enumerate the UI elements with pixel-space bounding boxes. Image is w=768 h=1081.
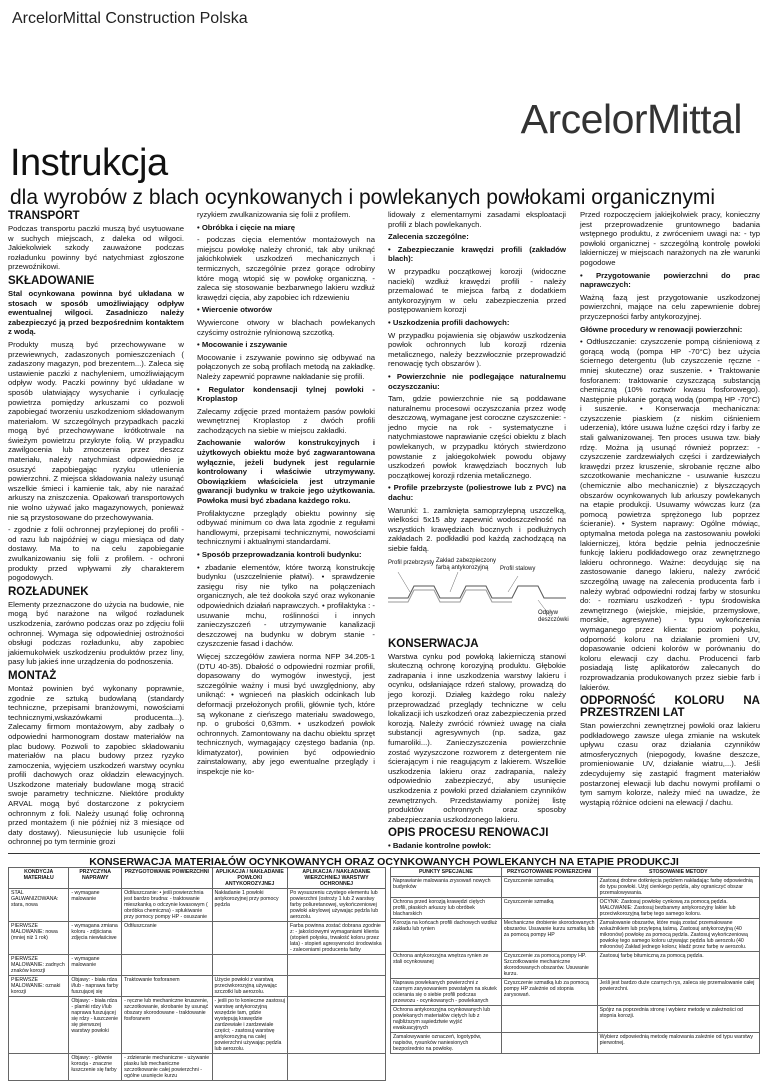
col-header: PRZYCZYNA NAPRAWY (69, 868, 122, 889)
cell: Ochrona przed korozją krawędzi ciętych profili, płaskich arkuszy lub obróbek blacharskich (391, 898, 502, 919)
cell: - wymagane malowanie (69, 955, 122, 976)
cell: Zamalowywanie oznaczeń, logotypów, napisów, rysunków naniesionych bezpośrednio na powłokę. (391, 1033, 502, 1054)
cell (287, 976, 385, 997)
label-zaklad: Zakład zabezpieczony farbą antykorozyjną (436, 557, 496, 571)
table-row (391, 979, 760, 1006)
column-2 (197, 210, 375, 780)
cell: - zdzieranie mechaniczne - używanie piasku lub mechaniczne szczotkowanie całej powierzchni - ogólne usunięcie kurzu (122, 1054, 212, 1081)
cell: STAL GALWANIZOWANA: stara, nowa (9, 889, 69, 922)
cell: Po wysuszeniu czystego elementu lub powierzchni (ostroży 1 lub 2 warstwy farby poliuretanowej, wykończeniowej powłoki akrylowej używając pędzla lub aerozolu. (287, 889, 385, 922)
c4-p1: Przed rozpoczęciem jakiejkolwiek pracy, konieczny jest przeprowadzenie gruntownego badania wstępnego produktu, z zwróceniem uwagi na: - typ powłoki organicznej - szczególną kontrolę powłoki lakierniczej w miejscach narażonych na złe warunki pogodowe (580, 210, 760, 267)
c3-p3: W przypadku pojawienia się objawów uszkodzenia powłok ochronnych lub korozji rdzenia metalicznego, należy bezzwłocznie przeprowadzić renowację tych obszarów ). (388, 330, 566, 369)
table-header-row (391, 868, 760, 877)
odpornosc-text: Stan powierzchni zewnętrznej powłoki oraz lakieru podkładowego zawsze ulega zmianie na wskutek upływu czasu oraz działania czynników atmosferycznych (niepogody, kwaśne deszcze, promieniowanie UV, działanie wiatru,...). Jeśli zdecydujemy się zastąpić fragment materiałów postarzonej elewacji lub dachu nowymi profilami o tym samym kolorze, należy mieć na uwadze, że wystąpią różnice odcieni na elewacji / dachu. (580, 721, 760, 807)
heading-konserwacja: KONSERWACJA (388, 637, 479, 650)
c2-p3: Wywiercone otwory w blachach powlekanych czyścimy ostrożnie rylnionową szczotką. (197, 317, 375, 337)
col-header: KONDYCJA MATERIAŁU (9, 868, 69, 889)
c2-p8: Więcej szczegółów zawiera norma NFP 34.205-1 (DTU 40-35). Dbałość o odpowiedni rozmiar profili, dopasowany do wymogów inwestycji, jest szczególnie ważny i musi być uwzględniony, aby uniknąć: • wgnieceń na płaskich odcinkach lub deformacji przełożonych profili, głównie tych, które są wykonane z cieńszego materiału swadowego, np. o grubości 0,63mm. • uszkodzeń powłok ochronnych. Zamontowany na dachu obiektu sprzęt technicznych, wymagający częstego badania (np. klimatyzator), powinien być odpowiednio zainstalowany, aby jego ewentualne przeglądy i inspekcje nie ko- (197, 651, 375, 777)
cell (501, 1033, 597, 1054)
c3-b1: Zalecenia szczególne: (388, 232, 469, 242)
skladowanie-text: Produkty muszą być przechowywane w przewiewnych, zadaszonych pomieszczeniach ( zadaszony magazyn, pod brezentem...). Zaleca się ustawienie paczki z nachyleniem, umożliwiającym odpływ wody. Paczki powinny być układane w sposób ułatwiający wysychanie i cyrkulację powietrza pomiędzy arkuszami co pozwoli zapobiegać tworzeniu uszkodzeniom składowanym materiałom. W szczególnych przypadkach paczki mogą być przechowywane krótkotrwale na świeżym powietrzu przykryte folią. W przypadku zawilgocenia lub zmoczenia przez deszcz materiału, należy natychmiast odpowiednio je osuszyć zapobiegając ryzyku utlenienia powierzchni. Z miejsca składowania należy usunąć wszelkie śmieci i kamienie tak, aby nie narażać arkuszy na zniszczenia. Opakowań transportowych nie wolno używać jako magazynowych, ponieważ nie są przystosowane do przechowywania. (8, 339, 184, 522)
cell: - ręczne lub mechaniczne kruszenie, szczotkowanie, skrobanie by usunąć obszary skorodowane - traktowanie fosforanem (122, 997, 212, 1054)
table-row (9, 922, 386, 955)
cell: Czyszczenie szmatką lub za pomocą pompy HP zależnie od stopnia zarysowań. (501, 979, 597, 1006)
transport-text: Podczas transportu paczki muszą być usytuowane w suchych miejscach, z daleka od wilgoci. Jakiekolwiek szkody zauważone podczas rozładunku powinny być natychmiast zgłoszone przewoźnikowi. (8, 224, 184, 272)
cell: Użycie powłoki z warstwą przeciwkorozyjną używając szczotki lub aerozolu. (212, 976, 287, 997)
cell (501, 1006, 597, 1033)
c2-p6: Profilaktyczne przeglądy obiektu powinny się odbywać minimum co dwa lata zgodnie z regułami handlowymi, przepisami technicznymi, nowościami technicznymi i aktualnymi standardami. (197, 508, 375, 547)
col-header: APLIKACJA / NAKŁADANIE POWŁOKI ANTYKOROZYJNEJ (212, 868, 287, 889)
col-header: STOSOWANIE METODY (597, 868, 759, 877)
table-title: KONSERWACJA MATERIAŁÓW OCYNKOWANYCH ORAZ OCYNKOWANYCH POWLEKANYCH NA ETAPIE PRODUKCJI (8, 853, 760, 868)
cell: PIERWSZE MALOWANIE: zadnych znaków korozji (9, 955, 69, 976)
cell: Objawy: - biała rdza i/lub - naprawa farby fuszującej się (69, 976, 122, 997)
table-row (391, 919, 760, 952)
page-subtitle: dla wyrobów z blach ocynkowanych i powlekanych powłokami organicznymi (10, 186, 715, 209)
c3-p4: Tam, gdzie powierzchnie nie są poddawane naturalnemu procesowi oczyszczania przez wodę deszczową, wymagane jest coroczne czyszczenie: - jedno mycie na rok - systematyczne i natychmiastowe naprawianie części obiektu z blach powlekanych, w przypadku których stwierdzono powstanie z jakiegokolwiek powodu objawy uszkodzeń powłok krawędziach bocznych lub początkowej korozji rdzenia metalicznego. (388, 394, 566, 480)
c4-b1: • Przygotowanie powierzchni do prac naprawczych: (580, 270, 760, 290)
cell: PIERWSZE MALOWANIE: nowa (mniej niż 1 rok) (9, 922, 69, 955)
c2-b4: • Regulator kondensacji tylnej powłoki - Kroplastop (197, 384, 375, 404)
table-header-row (9, 868, 386, 889)
cell (212, 955, 287, 976)
cell: Odtłuszczanie (122, 922, 212, 955)
c3-b3: • Uszkodzenia profili dachowych: (388, 317, 510, 327)
heading-rozladunek: ROZŁADUNEK (8, 585, 89, 598)
col-header: PRZYGOTOWANIE POWIERZCHNI (501, 868, 597, 877)
cell: Odtłuszczanie: • jeśli powierzchnia jest bardzo brudna: - traktowanie mieszkanką o odczynie kwasowym ( obróbka chemiczna) - spłukiwanie przy pomocy pompy HP - osuszanie (122, 889, 212, 922)
cell (287, 1054, 385, 1081)
skladowanie-list: - zgodnie z folii ochronnej przylepionej do profili - od razu lub najpóźniej w ciągu miesiąca od daty dostawy. Ma to na celu zapobieganie zwulkanizowaniu się folii z profilem. - ochroni produkty przed wpływami zły charakterem pogodowych. (8, 525, 184, 583)
heading-montaz: MONTAŻ (8, 669, 57, 682)
cell: Traktowanie fosforanem (122, 976, 212, 997)
maintenance-table-right (390, 867, 760, 1054)
cell: Zastosuj drobne dotknięcia pędzlem nakładając farbę odpowiednią do typu powłoki. Użyj cienkiego pędzla, aby ograniczyć obszar przemalowywania. (597, 877, 759, 898)
logo-part-a: Arcelor (520, 96, 648, 142)
label-profil-przebrzysty: Profil przebrzysty (388, 559, 435, 566)
cell (9, 997, 69, 1054)
cell: Zastosuj farbę bitumiczną za pomocą pędzla. (597, 952, 759, 979)
cell (212, 1054, 287, 1081)
cell: - wymagana zmiana koloru - zdjściana zdjęcia niewłaściwe (69, 922, 122, 955)
c3-b2: • Zabezpieczanie krawędzi profili (zakładów blach): (388, 244, 566, 264)
cell (9, 1054, 69, 1081)
label-odplyw: Odpływ deszczówki (538, 609, 569, 623)
konserwacja-text: Warstwa cynku pod powłoką lakierniczą stanowi skuteczną ochronę korozyjną produktu. Głębokie zadrapania i inne uszkodzenia warstwy lakieru i ocynku, odsłaniające rdzeń stalowy, prowadzą do jego korozji. Działeg każdego roku należy przeprowadzać przeglądy techniczne w celu lokalizacji ich uszkodzeń oraz zabezpieczenia przed korozją. Należy zwrócić również uwagę na ciała substancji agresywnych (np. sadza, gaz fumaroliki...). Zanieczyszczenia powierzchnie zostać wyzyszczone rozworem z detergentem nie ścierającym i nie reagującym z lakierem. Wszelkie uszkodzenia lakieru oraz zadrapania, należy odpowiednio zabezpieczyć, aby usunięcie uszkodzenia z powłoki przed działaniem czynników zewnętrznych. Przedstawiamy poniżej listę produktów ochronnych oraz sposoby zabezpieczania uszkodzonego lakieru. (388, 651, 566, 824)
arcelormittal-logo (521, 96, 742, 143)
cell (212, 922, 287, 955)
cell: Nakładanie 1 powłoki antykorozyjnej przy pomocy pędzla (212, 889, 287, 922)
c2-b5: Zachowanie walorów konstrukcyjnych i użytkowych obiektu może być zagwarantowana wyłącznie, jeżeli budynek jest regularnie kontrolowany i właściwie utrzymywany. Obowiązkiem właściciela jest utrzymanie gwarancji budynku w trakcie jego użytkowania. Powłoka musi być zbadana każdego roku. (197, 438, 375, 506)
cell: Mechaniczne drobienie skorodowanych obszarów. Usuwanie kurzu szmatką lub za pomocą pompy HP (501, 919, 597, 952)
cell: Naprawa powlekanych powierzchni z czarnym zarysowaniem powstałym na skutek ocierania się o siebie profili podczas przewozu - ocynkowanych - powlekanych (391, 979, 502, 1006)
table-row (9, 955, 386, 976)
cell: Zamalowanie obszarów, które mają zostać przemalowane wskaźnikiem lub przylepną taśmą. Zastosuj antykorozyjną (40 mikronów) powłokę za pomocą pędzla. Zastosuj wykończeniową powłokę tego samego koloru używając pędzla lub aerozolu (40 mikronów) Zakład jednego koloru; kładź przez farbę w aerozolu. (597, 919, 759, 952)
cell: - wymagane malowanie (69, 889, 122, 922)
cell: Objawy: - głównie korozja - znaczne łuszczenie się farby (69, 1054, 122, 1081)
c3-b4: • Powierzchnie nie podlegające naturalnemu oczyszczaniu: (388, 371, 566, 391)
cell: Ochrona antykorozyjna wnętrza rynien ze stali ocynkowanej (391, 952, 502, 979)
heading-skladowanie: SKŁADOWANIE (8, 274, 95, 287)
heading-renowacji: OPIS PROCESU RENOWACJI (388, 827, 549, 840)
body-columns (8, 210, 760, 851)
cell (287, 997, 385, 1054)
c4-p2: Ważną fazą jest przygotowanie uszkodzonej powierzchni, mające na celu zapewnienie dobrej przyczepności farby antykorozyjnej. (580, 292, 760, 321)
column-3 (388, 210, 569, 854)
cell: Naprawianie malowania zrysowań nowych budynków (391, 877, 502, 898)
col-header: PRZYGOTOWANIE POWIERZCHNI (122, 868, 212, 889)
c2-b1: • Obróbka i cięcie na miarę (197, 222, 295, 232)
c3-b5: • Profile przebrzyste (poliestrowe lub z PVC) na dachu: (388, 483, 566, 503)
c4-p3: • Odtłuszczanie: czyszczenie pompą ciśnieniową z gorącą wodą (pompa HP -70°C) bez użycia ściernego detergentu (lub czyszczenie ręczne - mniej skuteczne) oraz suszenie. • Traktowanie fosforanem: traktowanie czyszczącą substancją chemiczną (10% roztwór kwasu fosforowego). Następnie płukanie gorącą wodą (pompą HP -70°C) i suszenie. • Konserwacja mechaniczna: czyszczenie piaskiem (z niskim ciśnieniem uderzenia), które usuwa luźne części rdzy i farby ze stali galwanizowanej. Ten proces usuwa tzw. biały rdzę. Można ją usunąć również poprzez: - czyszczenie zardzewiałych części i zardzewiałych krawędzi przez kruszenie, skrobanie ręczne albo szczotkowanie mechaniczne - usuwanie łuszczu (chemicznie albo mechanicznie) z błyszczących obszarów ocynkowanych lub arkuszy powlekanych na etapie produkcji. Usuwamy wówczas kurz (za pomocą powietrza sprężonego lub poprzez ścieranie). • System naprawy: Ogólne mówiąc, optymalna metoda polega na zastosowaniu powłoki lakierniczej, która będzie pełnia jednocześnie funkcję lakieru podkładowego oraz zewnętrznego lakieru ochronnego. Ważne: decydując się na zastosowanie danego lakieru, należy zwrócić szczególną uwagę na zalecenia producenta farb i należy wybrać odpowiedni rodzaj farby w stosunku do: - rozmiaru uszkodzeń - typu środowiska zewnętrznego (wiejskie, miejskie, przemysłowe, morskie, agresywne) - typu wykończenia wymaganego przez klienta: poziom połysku, odporność koloru na działanie promieni UV, dopasowanie odcieni kolorów w porównaniu do koloru elewacji czy dachu. Producenci farb posiadają listę aplikatorów zalecanych do rozprowadzania produkowanych przez siebie farb i lakierów. (580, 337, 760, 692)
logo-part-b: Mittal (647, 96, 742, 142)
cell: Czyszczenie za pomocą pompy HP. Szczotkowanie mechaniczne skorodowanych obszarów. Usuwanie kurzu. (501, 952, 597, 979)
cell (287, 955, 385, 976)
label-profil-stalowy: Profil stalowy (500, 565, 536, 572)
c2-p7: • zbadanie elementów, które tworzą konstrukcję budynku (uszczelnienie płatwi). • sprawdzenie zasięgu risy nie tylko na połączeniach organicznych, ale też dookoła szyć oraz wykonanie odpowiednich działań naprawczych. • profilaktyka : - usuwanie mchu, roślinności i innych zanieczyszczeń - utrzymywanie kanalizacji deszczowej na budynku w dobrym stanie - czyszczenie fasad i dachów. (197, 562, 375, 649)
montaz-text: Montaż powinien być wykonany poprawnie, zgodnie ze sztuką budowlaną (standardy techniczne, przepisami branżowymi, nowościami technicznymi,wskazówkami producenta...). Zalecamy firmom montażowym, aby zadbały o odpowiedni harmonogram dostaw materiałów na plac budowy. Pozwoli to zapobiec składowaniu materiałów na placu budowy przez ryzyko zamoczenia, wyjęciem uszkodzeń warstwy ocynku profili dachowych oraz okładzin elewacyjnych. Uszkodzone materiały budowlane mogą stracić swoje parametry techniczne. Niektóre produkty ARVAL mogą być dostarczone z pokryciem ochronnym z foli. Należy usunąć folię ochronną przed montażem (i nie później niż 3 miesiące od daty dostawy). Nieusunięcie lub usunięcie folii ochronnej po tym terminie grozi (8, 683, 184, 847)
cell: Ochrona antykorozyjna ocynkowanych lub powlekanych materiałów ciętych lub z najbliższym sąsiedztwie wyjść ewakuacyjnych (391, 1006, 502, 1033)
c3-p5: Warunki: 1. zamknięta samoprzylepną uszczelką, wielkości 5x15 aby zapewnić wodoszczelność na wszystkich krawędziach bocznych i podłużnych zakładach 2. podkładki pod każdą zachodzącą na siebie fałdą. (388, 505, 566, 553)
c2-p1: ryzykiem zwulkanizowania się folii z profilem. (197, 210, 351, 219)
table-row (9, 889, 386, 922)
cell: - jeśli po to konieczne zastosuj warstwę antykorozyjną wszędzie tam, gdzie występują krawędzie zardzewiałe i zardzewiałe części; - zastosuj warstwę antykorozyjną na całej powierzchni używając pędzla lub aerozolu. (212, 997, 287, 1054)
table-row (391, 952, 760, 979)
cell: Korozja na końcach profili dachowych wzdłuż zakładu lub rynien (391, 919, 502, 952)
column-4 (580, 210, 760, 810)
table-row (391, 877, 760, 898)
heading-odpornosc: ODPORNOŚĆ KOLORU NA PRZESTRZENI LAT (580, 695, 760, 720)
c2-b3: • Mocowanie i zszywanie (197, 340, 288, 350)
c3-p1: lidowały z elementarnymi zasadami eksploatacji profili z blach powlekanych. (388, 210, 566, 229)
cell: OCYNK: Zastosuj powłokę cynkową za pomocą pędzla. MALOWANIE: Zastosuj bezbarwny antykorozyjny lakier lub przeciwkorozyjną farbę tego samego koloru. (597, 898, 759, 919)
c2-p2: - podczas cięcia elementów montażowych na miejscu powłokę należy chronić, tak aby uniknąć jakichkolwiek uszkodzeń mechanicznych i termicznych, szczególnie przez gorące odrobiny które mogą wtopić się w powłokę organiczną. - zaleca się stosowanie bezbarwnego lakieru wzdłuż krawędzi cięcia, aby zapobiec ich rdzewieniu (197, 235, 375, 302)
table-row (9, 1054, 386, 1081)
heading-transport: TRANSPORT (8, 210, 80, 222)
cell (122, 955, 212, 976)
table-row (9, 976, 386, 997)
c4-b2: Główne procedury w renowacji powierzchni: (580, 324, 743, 334)
c2-p4: Mocowanie i zszywanie powinno się odbywać na połączonych ze sobą profilach metodą na zakładkę. Należy zapewnić poprawne nakładanie się profili. (197, 352, 375, 381)
col-header: PUNKTY SPECJALNE (391, 868, 502, 877)
company-name: ArcelorMittal Construction Polska (12, 10, 248, 27)
cell: Objawy: - biała rdza - plamki rdzy i/lub naprawa fuszującej się rdzy - łuszczenie się pierwszej warstwy powłoki (69, 997, 122, 1054)
profile-diagram (388, 557, 569, 632)
cell: PIERWSZE MALOWANIE: oznaki korozji (9, 976, 69, 997)
rozladunek-text: Elementy przeznaczone do użycia na budowie, nie mogą być narażone na wilgoć rozładunek uszkodzenia, zarówno podczas oraz po zdjęciu folii ochronnej. Wymaga się odpowiedniej ostrożności obsługi podczas rozładunku, aby zapobiec jakiemukolwiek uszkodzeniu produktów przez liny, pasy lub jakieś inne urządzenia do podnoszenia. (8, 599, 184, 667)
cell: Jeśli jest bardzo duże czarnych rys, zaleca się przemalowanie całej powierzchni. (597, 979, 759, 1006)
c2-p5: Zalecamy zdjęcie przed montażem pasów powłoki wewnętrznej Kroplastop z dwóch profili zachodzących na siebie w miejscu zakładki. (197, 406, 375, 435)
column-1 (8, 210, 184, 850)
cell: Czyszczenie szmatką (501, 877, 597, 898)
c2-b2: • Wiercenie otworów (197, 305, 272, 315)
table-row (391, 898, 760, 919)
page-title: Instrukcja (10, 142, 168, 184)
c3-p2: W przypadku początkowej korozji (widoczne nacieki) wzdłuż krawędzi profili - należy przemalować te miejsca farbą z dodatkiem antykorozyjnym w celu zabezpieczenia przed postępowaniem korozji (388, 266, 566, 315)
cell: Farba powinna zostać dobrana zgodnie z: - jakościowymi wymaganiami klienta (stopień połysku, trwałość koloru przez lata) - stopień agresywności środowiska - zaleceniami producenta farby (287, 922, 385, 955)
cell: Spójrz na poprzednia stronę i wybierz metodę w zależności od stopnia korozji. (597, 1006, 759, 1033)
table-row (9, 997, 386, 1054)
cell: Wybierz odpowiednią metodę malowania zależnie od typu warstwy pierwotnej. (597, 1033, 759, 1054)
c2-b6: • Sposób przeprowadzania kontroli budynku: (197, 550, 362, 559)
table-row (391, 1033, 760, 1054)
skladowanie-bold: Stal ocynkowana powinna być układana w stosach w sposób umożliwiający odpływ ewentualnej wilgoci. Zasadniczo należy zabezpieczyć ją przed bezpośrednim kontaktem z wodą. (8, 288, 184, 337)
col-header: APLIKACJA / NAKŁADANIE WIERZCHNIEJ WARSTWY OCHRONNEJ (287, 868, 385, 889)
renowacji-bold: • Badanie kontrolne powłok: (388, 841, 492, 851)
cell: Czyszczenie szmatką (501, 898, 597, 919)
table-row (391, 1006, 760, 1033)
maintenance-table-left (8, 867, 386, 1081)
